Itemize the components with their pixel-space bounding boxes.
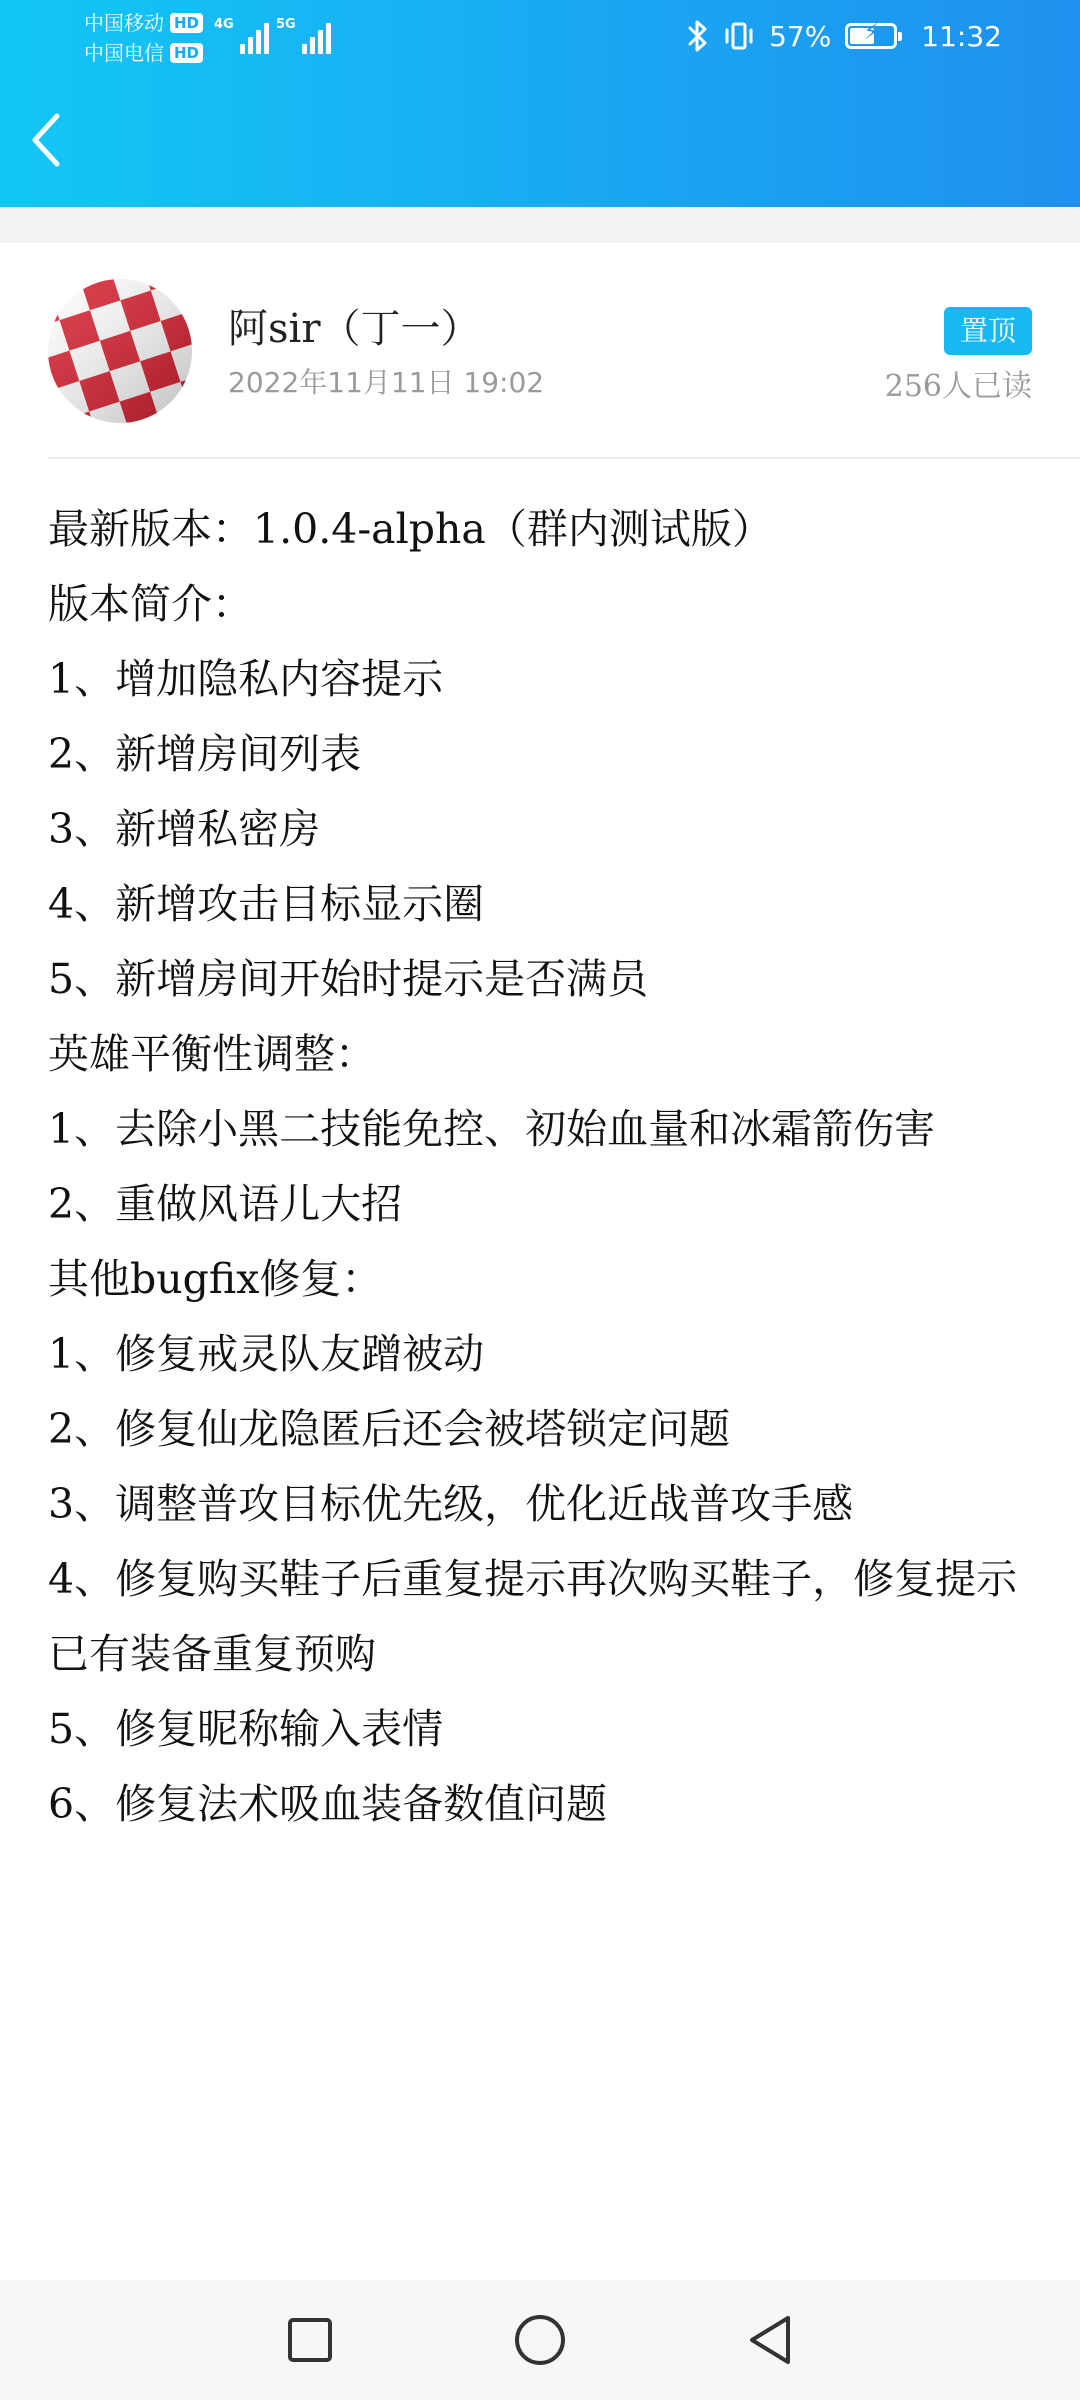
network-label: 5G	[276, 17, 296, 32]
author-name[interactable]: 阿sir（丁一）	[228, 306, 481, 352]
signal-bar	[310, 37, 315, 54]
bluetooth-icon	[687, 19, 709, 53]
post-line: 英雄平衡性调整：	[48, 1030, 376, 1078]
status-bar	[0, 0, 1080, 72]
charging-bolt-icon: ⚡	[863, 20, 880, 45]
battery-frame	[845, 20, 897, 49]
network-label: 4G	[214, 17, 234, 32]
signal-5g-icon	[276, 18, 331, 54]
hd-badge: HD	[170, 43, 203, 63]
post-line: 2、重做风语儿大招	[48, 1180, 403, 1228]
chevron-left-icon	[29, 112, 63, 168]
signal-bar	[318, 30, 323, 54]
carrier-row	[84, 8, 203, 38]
post-header	[0, 243, 1080, 457]
signal-bar	[264, 23, 269, 54]
clock: 11:32	[921, 19, 1002, 53]
header	[0, 0, 1080, 207]
system-nav-bar	[0, 2280, 1080, 2400]
carrier-name: 中国移动	[84, 11, 164, 35]
signal-bar	[256, 30, 261, 54]
triangle-back-icon	[744, 2312, 796, 2368]
post-date: 2022年11月11日 19:02	[228, 366, 545, 399]
post-line: 最新版本：1.0.4-alpha（群内测试版）	[48, 505, 773, 553]
post-line: 2、修复仙龙隐匿后还会被塔锁定问题	[48, 1405, 731, 1453]
back-nav-button[interactable]	[734, 2304, 806, 2376]
post-line: 3、新增私密房	[48, 805, 321, 853]
post-line: 5、修复昵称输入表情	[48, 1705, 444, 1753]
circle-icon	[512, 2312, 568, 2368]
read-count[interactable]: 256人已读	[884, 369, 1032, 404]
divider	[48, 457, 1080, 459]
post-line: 6、修复法术吸血装备数值问题	[48, 1780, 608, 1828]
square-icon	[286, 2316, 334, 2364]
post-line: 1、修复戒灵队友蹭被动	[48, 1330, 485, 1378]
signal-4g-icon	[214, 18, 269, 54]
post-line: 1、增加隐私内容提示	[48, 655, 444, 703]
post-line: 5、新增房间开始时提示是否满员	[48, 955, 649, 1003]
battery-icon	[845, 20, 897, 49]
signal-bar	[326, 23, 331, 54]
post-line: 4、修复购买鞋子后重复提示再次购买鞋子，修复提示已有装备重复预购	[48, 1555, 1018, 1678]
gap-strip	[0, 207, 1080, 243]
hd-badge: HD	[170, 13, 203, 33]
post-body	[48, 492, 1038, 1842]
signal-bar	[248, 37, 253, 54]
vibrate-icon	[723, 20, 755, 52]
status-right	[673, 14, 1002, 58]
post-line: 2、新增房间列表	[48, 730, 362, 778]
carrier-row	[84, 38, 203, 68]
post-line: 其他bugfix修复：	[48, 1255, 383, 1303]
recents-button[interactable]	[274, 2304, 346, 2376]
signal-bar	[240, 44, 245, 54]
post-line: 4、新增攻击目标显示圈	[48, 880, 485, 928]
post-line: 1、去除小黑二技能免控、初始血量和冰霜箭伤害	[48, 1105, 936, 1153]
carrier-name: 中国电信	[84, 41, 164, 65]
carrier-list	[84, 8, 203, 68]
post-line: 版本简介：	[48, 580, 253, 628]
avatar-checkered-image	[48, 279, 192, 423]
avatar[interactable]	[48, 279, 192, 423]
signal-bar	[302, 44, 307, 54]
post-line: 3、调整普攻目标优先级，优化近战普攻手感	[48, 1480, 854, 1528]
home-button[interactable]	[504, 2304, 576, 2376]
back-button[interactable]	[14, 100, 78, 180]
battery-percent: 57%	[769, 19, 832, 53]
pinned-badge: 置顶	[944, 307, 1032, 355]
